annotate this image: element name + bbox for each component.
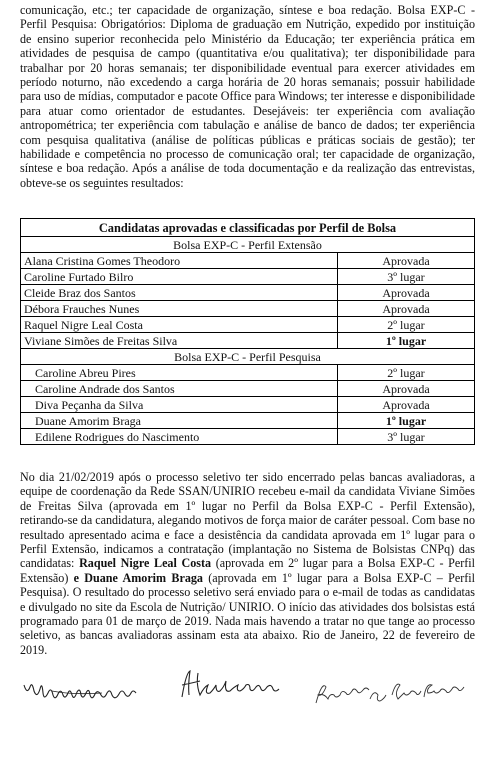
table-row bbox=[21, 269, 475, 285]
candidate-result: Aprovada bbox=[337, 285, 474, 301]
candidate-result: 2º lugar bbox=[337, 317, 474, 333]
signature-2 bbox=[178, 667, 298, 703]
table-title: Candidatas aprovadas e classificadas por Perfil de Bolsa bbox=[21, 219, 475, 237]
candidate-name: Raquel Nigre Leal Costa bbox=[21, 317, 338, 333]
table-row bbox=[21, 317, 475, 333]
candidate-name: Alana Cristina Gomes Theodoro bbox=[21, 253, 338, 269]
conclusion-text-3: (aprovada em 1º lugar para a Bolsa EXP-C – Perfil Pesquisa). O resultado do processo seletivo será enviado para o e-mail de todas as candidatas e divulgado no site da Escola de Nutrição/ UNIRIO. O início das atividades dos bolsistas está programado para 01 de março de 2019. Nada mais havendo a tratar no que tange ao processo seletivo, as bancas avaliadoras assinam esta ata abaixo. Rio de Janeiro, 22 de fevereiro de 2019. bbox=[20, 570, 475, 657]
selected-candidate-1: Raquel Nigre Leal Costa bbox=[79, 556, 212, 571]
results-table bbox=[20, 218, 475, 445]
candidate-name: Edilene Rodrigues do Nascimento bbox=[21, 429, 338, 445]
candidate-result: 3º lugar bbox=[337, 269, 474, 285]
candidate-name: Cleide Braz dos Santos bbox=[21, 285, 338, 301]
table-row bbox=[21, 253, 475, 269]
table-row bbox=[21, 381, 475, 397]
candidate-result: 3º lugar bbox=[337, 429, 474, 445]
paragraph-requirements: comunicação, etc.; ter capacidade de organização, síntese e boa redação. Bolsa EXP-C - Perfil Pesquisa: Obrigatórios: Diploma de graduação em Nutrição, expedido por instituição de ensino superior reconhecida pelo Ministério da Educação; ter experiência prática em atividades de pesquisa de campo (quantitativa e/ou qualitativa); ter disponibilidade para trabalhar por 20 horas semanais; ter disponibilidade eventual para exercer atividades em período noturno, não excedendo a carga horária de 20 horas semanais; possuir habilidade para uso de mídias, computador e pacote Office para Windows; ter interesse e disponibilidade para atuar como orientador de estudantes. Desejáveis: ter experiência com avaliação antropométrica; ter experiência com tabulação e análise de banco de dados; ter experiência com pesquisa qualitativa (análise de políticas públicas e práticas sociais de gestão); ter habilidade e competência no processo de comunicação oral; ter capacidade de organização, síntese e boa redação. Após a análise de toda documentação e da realização das entrevistas, obteve-se os seguintes resultados: bbox=[20, 3, 475, 190]
candidate-name: Caroline Andrade dos Santos bbox=[21, 381, 338, 397]
table-row bbox=[21, 301, 475, 317]
section-heading-extensao: Bolsa EXP-C - Perfil Extensão bbox=[21, 237, 475, 253]
table-row bbox=[21, 413, 475, 429]
signature-1 bbox=[22, 673, 162, 703]
table-title-row bbox=[21, 219, 475, 237]
conclusion-text-1: No dia 21/02/2019 após o processo seletivo ter sido encerrado pelas bancas avaliadoras, a equipe de coordenação da Rede SSAN/UNIRIO recebeu e-mail da candidata Viviane Simões de Freitas Silva (aprovada em 1º lugar no Perfil da Bolsa EXP-C - Perfil Extensão), retirando-se da candidatura, alegando motivos de força maior de caráter pessoal. Com base no resultado apresentado acima e face a desistência da candidata aprovada em 1º lugar para o Perfil Extensão, indicamos a contratação (implantação no Sistema de Bolsistas CNPq) das candidatas: bbox=[20, 470, 476, 571]
signature-3 bbox=[312, 677, 472, 713]
signatures-area bbox=[0, 665, 495, 725]
candidate-name: Débora Frauches Nunes bbox=[21, 301, 338, 317]
section-heading-pesquisa: Bolsa EXP-C - Perfil Pesquisa bbox=[21, 349, 475, 365]
table-row bbox=[21, 365, 475, 381]
candidate-result: 2º lugar bbox=[337, 365, 474, 381]
candidate-result: Aprovada bbox=[337, 253, 474, 269]
candidate-result: Aprovada bbox=[337, 301, 474, 317]
candidate-name: Diva Peçanha da Silva bbox=[21, 397, 338, 413]
conjunction: e bbox=[73, 570, 79, 585]
candidate-result: 1º lugar bbox=[337, 333, 474, 349]
section-heading-row bbox=[21, 237, 475, 253]
paragraph-conclusion bbox=[20, 470, 475, 657]
table-row bbox=[21, 333, 475, 349]
table-row bbox=[21, 285, 475, 301]
table-row bbox=[21, 397, 475, 413]
section-heading-row bbox=[21, 349, 475, 365]
candidate-name: Viviane Simões de Freitas Silva bbox=[21, 333, 338, 349]
candidate-name: Duane Amorim Braga bbox=[21, 413, 338, 429]
conclusion-text-2: (aprovada em 2º lugar para a Bolsa EXP-C - Perfil Extensão) bbox=[20, 556, 476, 585]
candidate-result: 1º lugar bbox=[337, 413, 474, 429]
selected-candidate-2: Duane Amorim Braga bbox=[84, 570, 203, 585]
candidate-result: Aprovada bbox=[337, 381, 474, 397]
candidate-name: Caroline Furtado Bilro bbox=[21, 269, 338, 285]
candidate-result: Aprovada bbox=[337, 397, 474, 413]
candidate-name: Caroline Abreu Pires bbox=[21, 365, 338, 381]
table-row bbox=[21, 429, 475, 445]
